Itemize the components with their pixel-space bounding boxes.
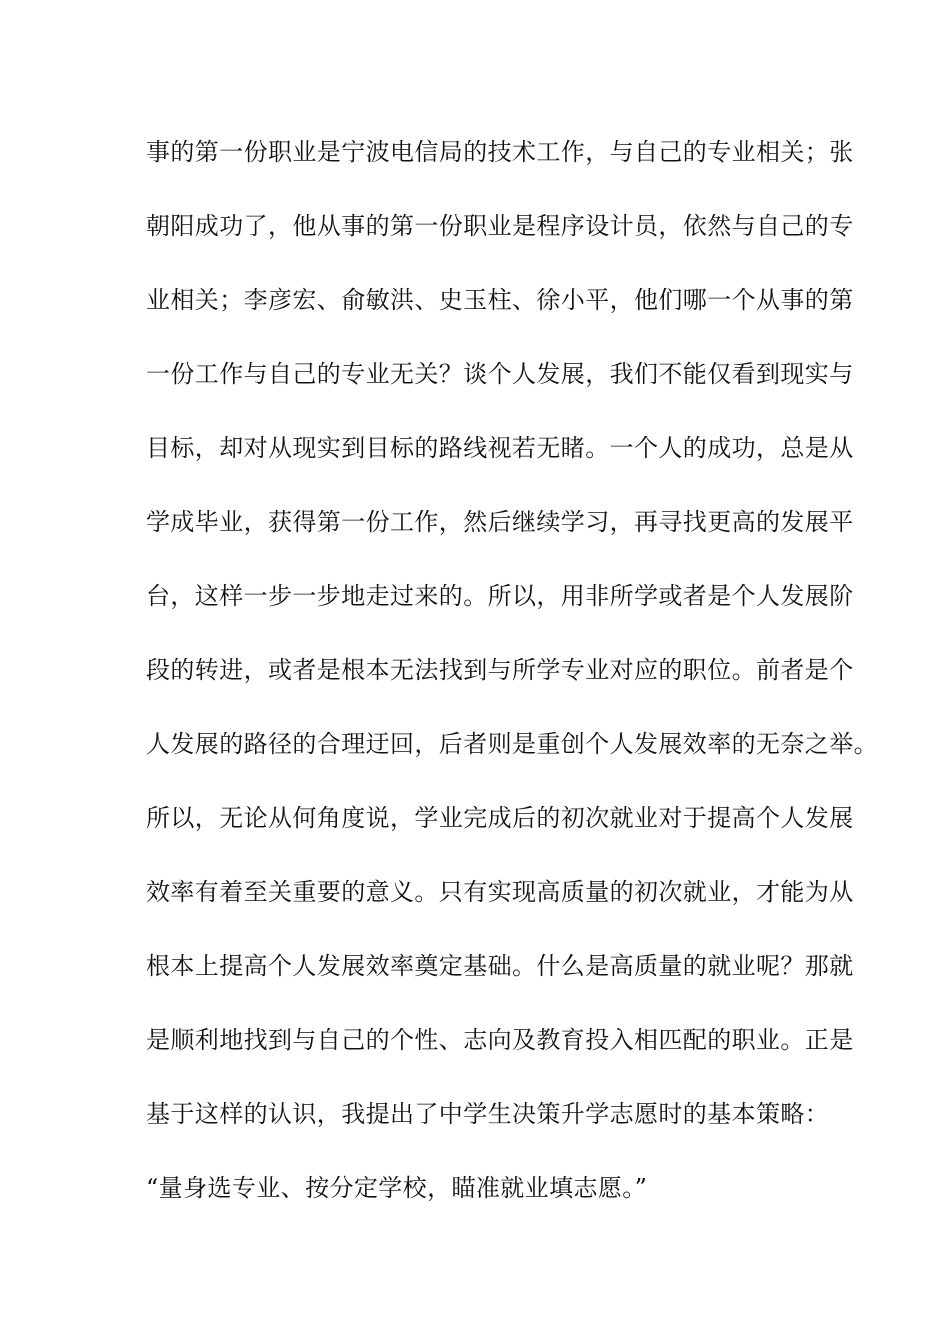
text-line: 人发展的路径的合理迂回，后者则是重创个人发展效率的无奈之举。 (146, 730, 878, 758)
text-line: 所以，无论从何角度说，学业完成后的初次就业对于提高个人发展 (146, 804, 854, 832)
text-line: 一份工作与自己的专业无关？谈个人发展，我们不能仅看到现实与 (146, 360, 854, 388)
text-line: 根本上提高个人发展效率奠定基础。什么是高质量的就业呢？那就 (146, 952, 854, 980)
body-text (146, 128, 878, 1238)
text-line: 段的转进，或者是根本无法找到与所学专业对应的职位。前者是个 (146, 656, 854, 684)
text-line: 是顺利地找到与自己的个性、志向及教育投入相匹配的职业。正是 (146, 1026, 854, 1054)
text-line: 朝阳成功了，他从事的第一份职业是程序设计员，依然与自己的专 (146, 212, 854, 240)
text-line: 业相关；李彦宏、俞敏洪、史玉柱、徐小平，他们哪一个从事的第 (146, 286, 854, 314)
text-line: “量身选专业、按分定学校，瞄准就业填志愿。” (146, 1174, 648, 1202)
text-line: 事的第一份职业是宁波电信局的技术工作，与自己的专业相关；张 (146, 138, 854, 166)
text-line: 台，这样一步一步地走过来的。所以，用非所学或者是个人发展阶 (146, 582, 854, 610)
text-line: 基于这样的认识，我提出了中学生决策升学志愿时的基本策略： (146, 1100, 830, 1128)
text-line: 目标，却对从现实到目标的路线视若无睹。一个人的成功，总是从 (146, 434, 854, 462)
text-line: 学成毕业，获得第一份工作，然后继续学习，再寻找更高的发展平 (146, 508, 854, 536)
text-line: 效率有着至关重要的意义。只有实现高质量的初次就业，才能为从 (146, 878, 854, 906)
